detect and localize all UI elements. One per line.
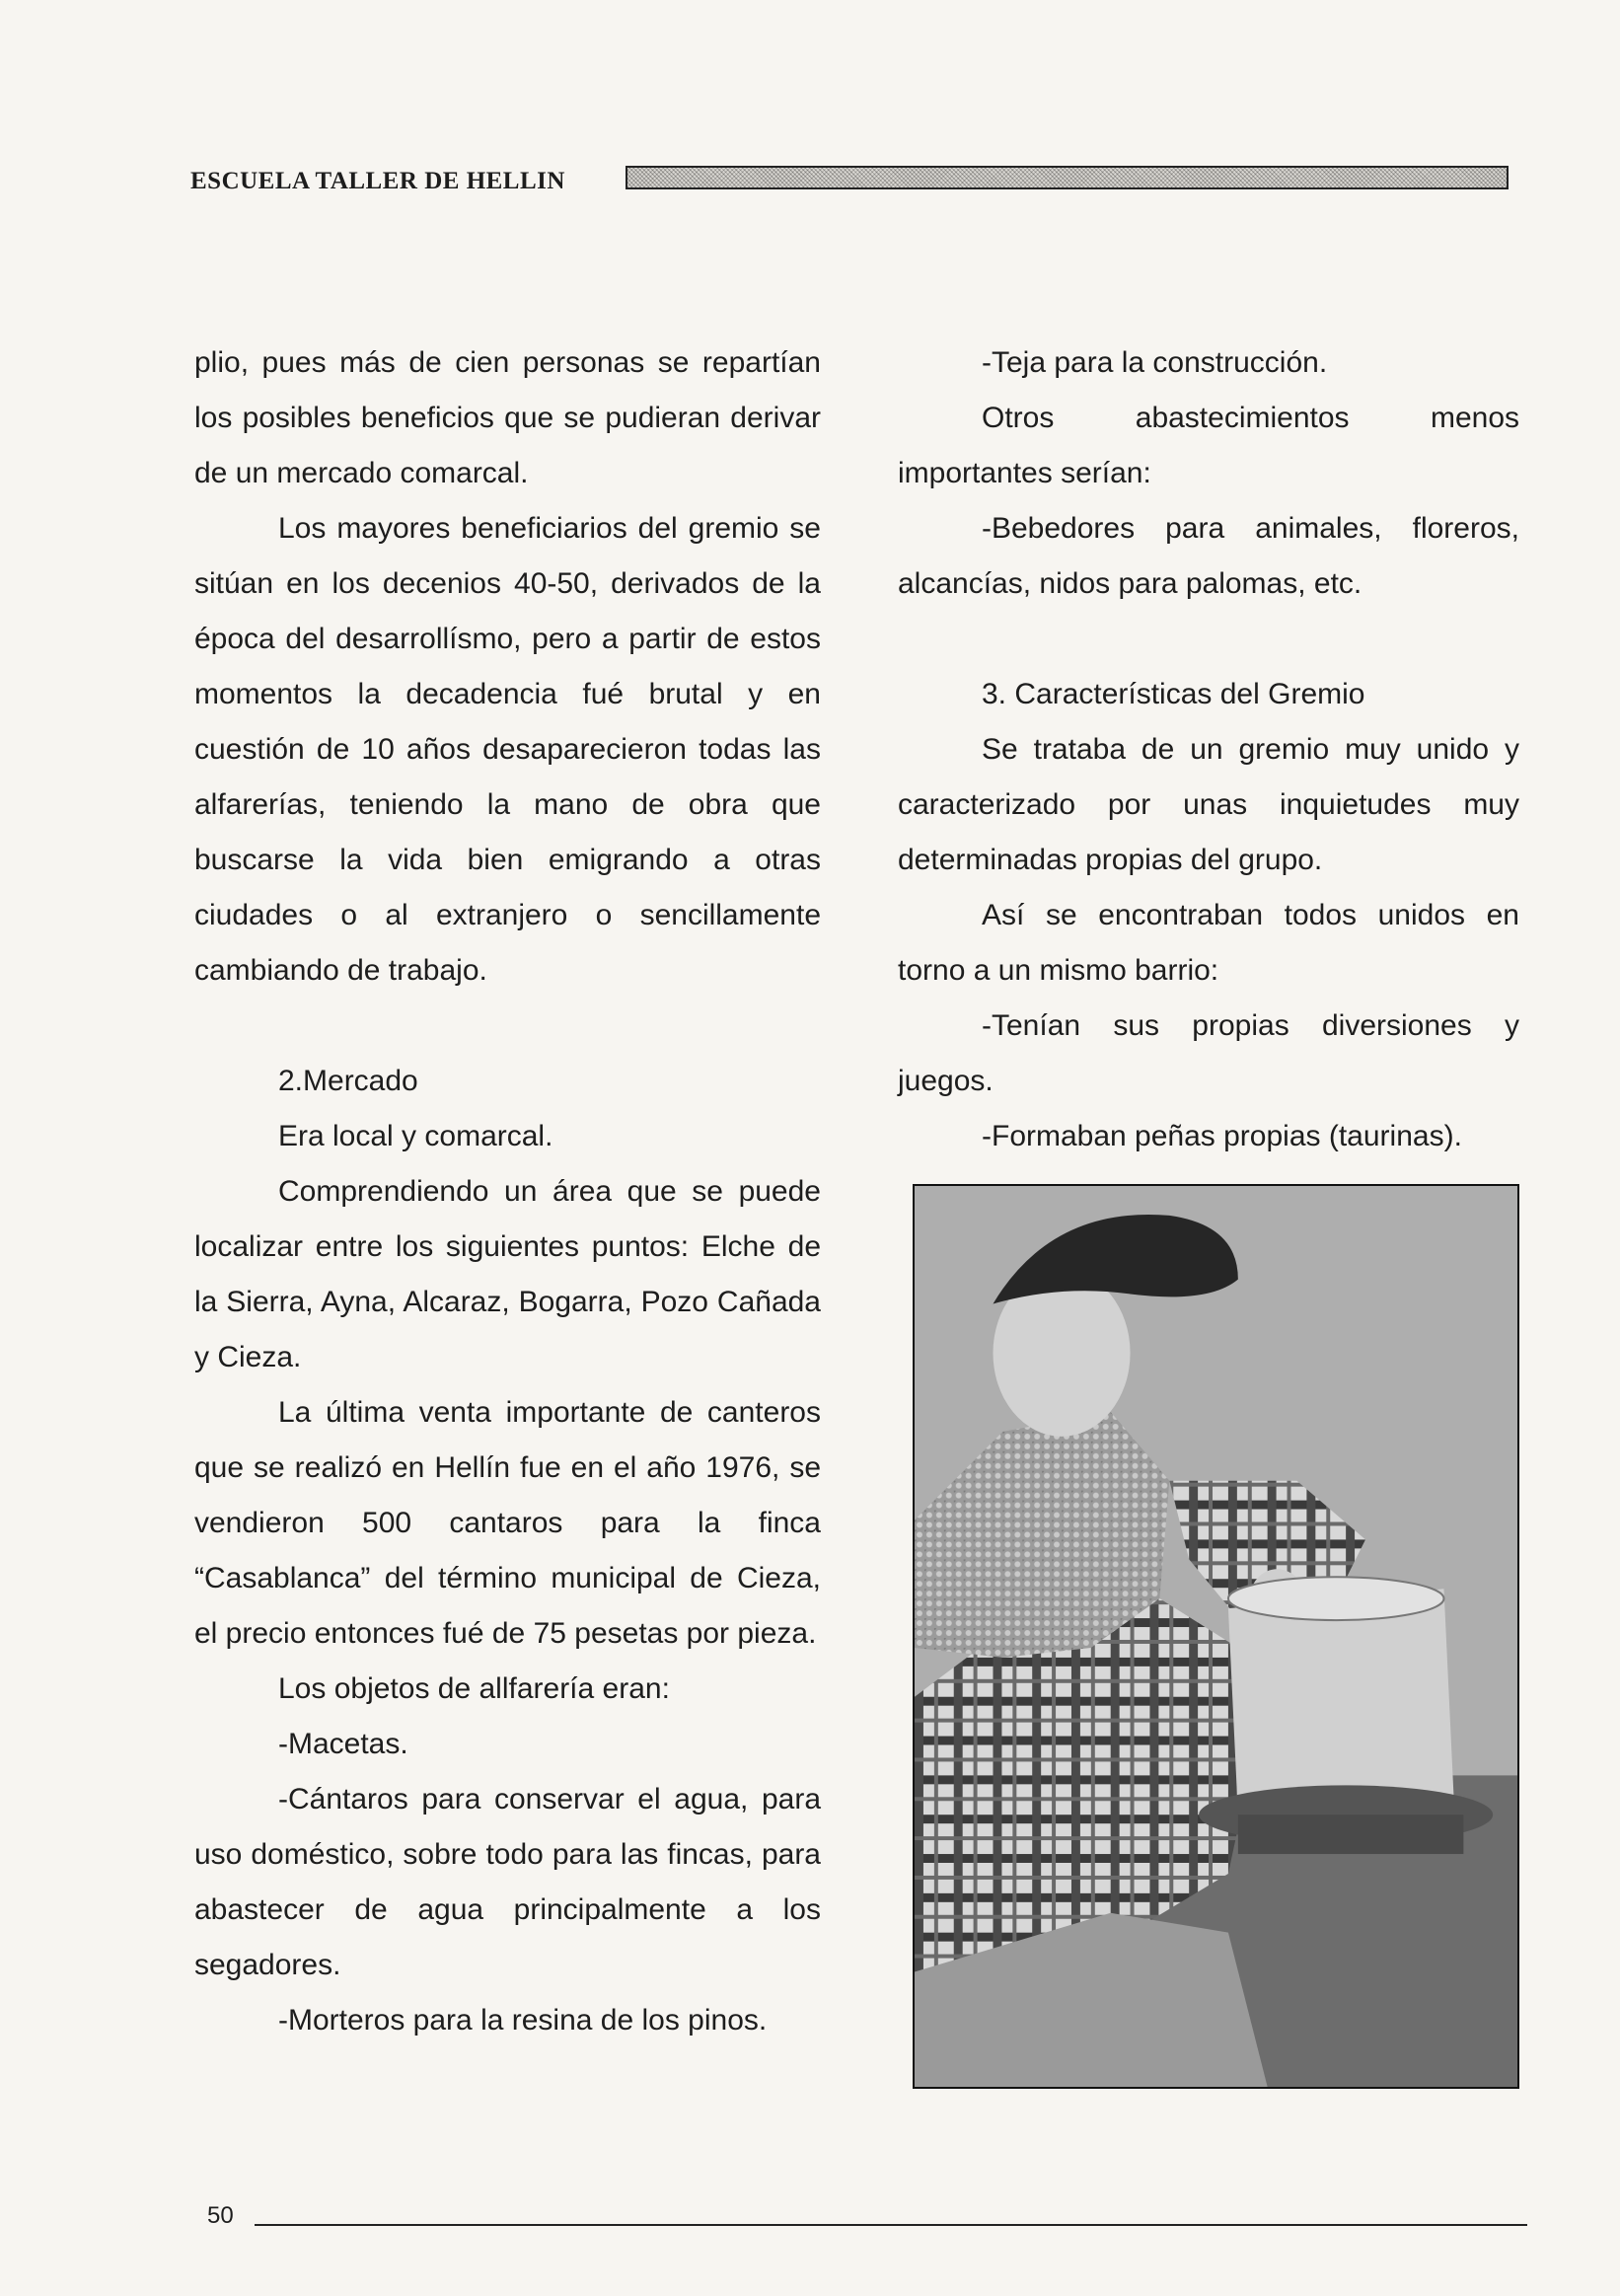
footer-rule [255, 2224, 1527, 2226]
paragraph: -Teja para la construcción. [982, 346, 1328, 379]
paragraph: plio, pues más de cien personas se repartían los posibles beneficios que se pudieran derivar de un mercado comarcal. [194, 346, 821, 489]
paragraph: Los objetos de allfarería eran: [278, 1672, 670, 1705]
paragraph: Otros abastecimientos menos importantes serían: [898, 402, 1519, 489]
paragraph: -Bebedores para animales, floreros, alcancías, nidos para palomas, etc. [898, 512, 1519, 600]
left-text-column [194, 335, 821, 2048]
paragraph: -Morteros para la resina de los pinos. [278, 2004, 768, 2037]
paragraph: La última venta importante de canteros que se realizó en Hellín fue en el año 1976, se vendieron 500 cantaros para la finca “Casablanca” del término municipal de Cieza, el precio entonces fué de 75 pesetas por pieza. [194, 1396, 821, 1650]
page-number: 50 [207, 2202, 234, 2229]
potter-photograph [913, 1184, 1519, 2089]
right-text-column [898, 335, 1519, 1164]
paragraph: Así se encontraban todos unidos en torno a un mismo barrio: [898, 899, 1519, 987]
paragraph: 3. Características del Gremio [982, 678, 1365, 710]
paragraph: -Formaban peñas propias (taurinas). [982, 1120, 1462, 1152]
running-head-pattern-bar [626, 166, 1509, 189]
paragraph: Era local y comarcal. [278, 1120, 553, 1152]
paragraph-spacer [898, 612, 1519, 667]
running-head [190, 166, 1512, 195]
paragraph-spacer [194, 999, 821, 1054]
paragraph: Comprendiendo un área que se puede localizar entre los siguientes puntos: Elche de la Sierra, Ayna, Alcaraz, Bogarra, Pozo Cañada y Cieza. [194, 1175, 821, 1373]
paragraph: Los mayores beneficiarios del gremio se sitúan en los decenios 40-50, derivados de la época del desarrollísmo, pero a partir de estos momentos la decadencia fué brutal y en cuestión de 10 años desaparecieron todas las alfarerías, teniendo la mano de obra que buscarse la vida bien emigrando a otras ciudades o al extranjero o sencillamente cambiando de trabajo. [194, 512, 821, 987]
paragraph: -Cántaros para conservar el agua, para uso doméstico, sobre todo para las fincas, para abastecer de agua principalmente a los segadores. [194, 1783, 821, 1981]
paragraph: 2.Mercado [278, 1065, 418, 1097]
paragraph: -Tenían sus propias diversiones y juegos. [898, 1009, 1519, 1097]
running-head-title: ESCUELA TALLER DE HELLIN [190, 168, 565, 194]
paragraph: Se trataba de un gremio muy unido y caracterizado por unas inquietudes muy determinadas propias del grupo. [898, 733, 1519, 876]
paragraph: -Macetas. [278, 1728, 408, 1760]
potter-illustration [915, 1186, 1517, 2087]
